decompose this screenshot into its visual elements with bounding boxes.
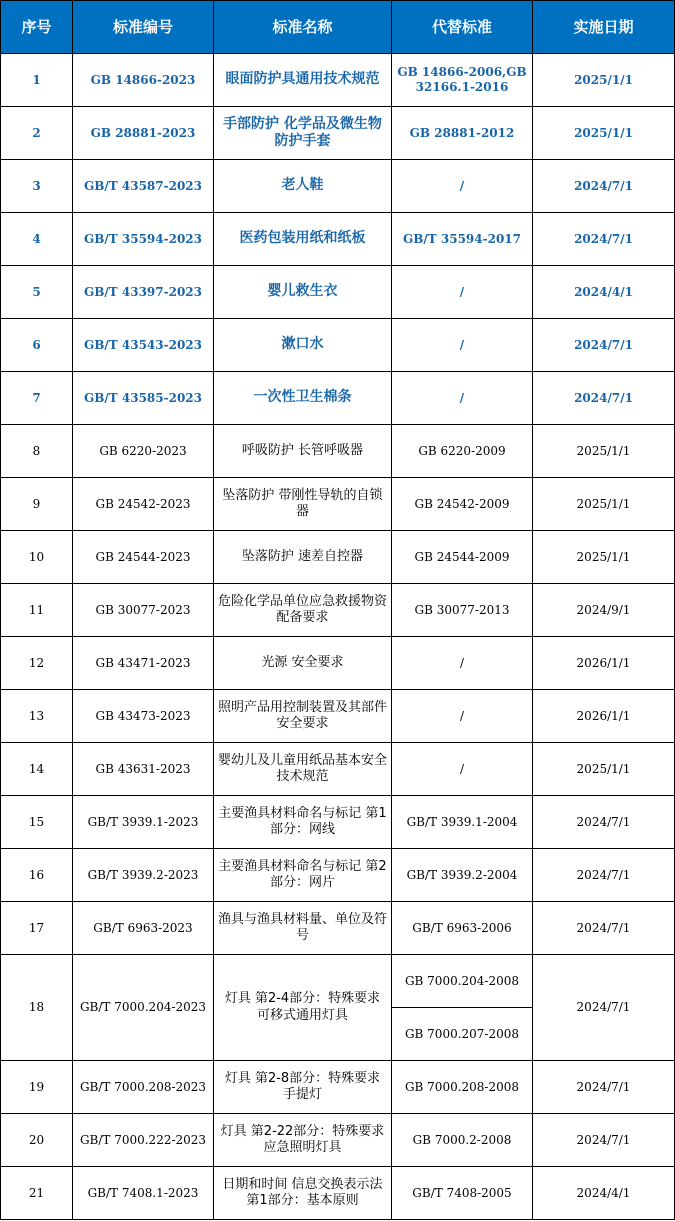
cell-name: 呼吸防护 长管呼吸器: [214, 425, 392, 478]
cell-code: GB/T 3939.2-2023: [73, 849, 214, 902]
cell-name: 灯具 第2-4部分：特殊要求 可移式通用灯具: [214, 955, 392, 1061]
cell-name: 漱口水: [214, 319, 392, 372]
cell-code: GB/T 3939.1-2023: [73, 796, 214, 849]
cell-name: 老人鞋: [214, 160, 392, 213]
cell-date: 2025/1/1: [533, 425, 675, 478]
cell-replaces: /: [392, 160, 533, 213]
cell-replaces-secondary: GB 7000.207-2008: [392, 1008, 533, 1061]
cell-replaces: /: [392, 266, 533, 319]
cell-replaces: GB/T 3939.1-2004: [392, 796, 533, 849]
cell-index: 2: [1, 107, 73, 160]
cell-date: 2024/7/1: [533, 902, 675, 955]
cell-code: GB 24542-2023: [73, 478, 214, 531]
cell-date: 2024/7/1: [533, 955, 675, 1061]
cell-name: 渔具与渔具材料量、单位及符号: [214, 902, 392, 955]
table-row: [1, 955, 675, 1008]
cell-date: 2024/4/1: [533, 266, 675, 319]
table-row: [1, 637, 675, 690]
header-index: 序号: [1, 1, 73, 54]
cell-index: 16: [1, 849, 73, 902]
cell-code: GB/T 6963-2023: [73, 902, 214, 955]
cell-replaces: GB 28881-2012: [392, 107, 533, 160]
cell-code: GB 43631-2023: [73, 743, 214, 796]
cell-replaces: GB 7000.204-2008: [392, 955, 533, 1008]
table-row: [1, 796, 675, 849]
cell-index: 6: [1, 319, 73, 372]
cell-code: GB/T 7000.222-2023: [73, 1114, 214, 1167]
cell-replaces: /: [392, 743, 533, 796]
table-row: [1, 107, 675, 160]
table-row: [1, 690, 675, 743]
cell-date: 2024/7/1: [533, 319, 675, 372]
cell-index: 19: [1, 1061, 73, 1114]
cell-index: 20: [1, 1114, 73, 1167]
cell-date: 2024/7/1: [533, 796, 675, 849]
table-row: [1, 584, 675, 637]
cell-replaces: GB 7000.2-2008: [392, 1114, 533, 1167]
cell-date: 2024/7/1: [533, 213, 675, 266]
cell-code: GB/T 43397-2023: [73, 266, 214, 319]
cell-code: GB 43473-2023: [73, 690, 214, 743]
cell-date: 2024/4/1: [533, 1167, 675, 1220]
header-date: 实施日期: [533, 1, 675, 54]
cell-index: 18: [1, 955, 73, 1061]
table-row: [1, 1114, 675, 1167]
cell-code: GB/T 35594-2023: [73, 213, 214, 266]
cell-name: 危险化学品单位应急救援物资配备要求: [214, 584, 392, 637]
cell-date: 2025/1/1: [533, 743, 675, 796]
cell-replaces: GB/T 7408-2005: [392, 1167, 533, 1220]
header-name: 标准名称: [214, 1, 392, 54]
cell-code: GB/T 43543-2023: [73, 319, 214, 372]
cell-name: 主要渔具材料命名与标记 第2部分：网片: [214, 849, 392, 902]
cell-name: 坠落防护 速差自控器: [214, 531, 392, 584]
cell-date: 2024/7/1: [533, 372, 675, 425]
cell-name: 主要渔具材料命名与标记 第1部分：网线: [214, 796, 392, 849]
cell-index: 15: [1, 796, 73, 849]
cell-index: 17: [1, 902, 73, 955]
cell-name: 婴儿救生衣: [214, 266, 392, 319]
cell-code: GB/T 43585-2023: [73, 372, 214, 425]
table-row: [1, 531, 675, 584]
table-row: [1, 319, 675, 372]
cell-index: 13: [1, 690, 73, 743]
table-row: [1, 266, 675, 319]
cell-name: 灯具 第2-22部分：特殊要求 应急照明灯具: [214, 1114, 392, 1167]
table-row: [1, 849, 675, 902]
cell-replaces: GB 30077-2013: [392, 584, 533, 637]
cell-name: 医药包装用纸和纸板: [214, 213, 392, 266]
cell-name: 坠落防护 带刚性导轨的自锁器: [214, 478, 392, 531]
cell-replaces: /: [392, 372, 533, 425]
table-row: [1, 478, 675, 531]
cell-replaces: GB/T 3939.2-2004: [392, 849, 533, 902]
cell-code: GB 6220-2023: [73, 425, 214, 478]
cell-index: 4: [1, 213, 73, 266]
cell-date: 2024/7/1: [533, 160, 675, 213]
cell-date: 2026/1/1: [533, 690, 675, 743]
cell-index: 21: [1, 1167, 73, 1220]
cell-name: 手部防护 化学品及微生物防护手套: [214, 107, 392, 160]
cell-code: GB/T 7408.1-2023: [73, 1167, 214, 1220]
cell-name: 一次性卫生棉条: [214, 372, 392, 425]
cell-index: 3: [1, 160, 73, 213]
cell-replaces: GB 7000.208-2008: [392, 1061, 533, 1114]
cell-index: 11: [1, 584, 73, 637]
cell-name: 照明产品用控制装置及其部件 安全要求: [214, 690, 392, 743]
cell-name: 光源 安全要求: [214, 637, 392, 690]
cell-date: 2024/7/1: [533, 1061, 675, 1114]
cell-replaces: GB 24542-2009: [392, 478, 533, 531]
cell-index: 5: [1, 266, 73, 319]
cell-code: GB 14866-2023: [73, 54, 214, 107]
cell-name: 婴幼儿及儿童用纸品基本安全技术规范: [214, 743, 392, 796]
cell-replaces: GB/T 6963-2006: [392, 902, 533, 955]
cell-index: 9: [1, 478, 73, 531]
cell-index: 10: [1, 531, 73, 584]
cell-code: GB/T 43587-2023: [73, 160, 214, 213]
cell-name: 灯具 第2-8部分：特殊要求 手提灯: [214, 1061, 392, 1114]
cell-index: 12: [1, 637, 73, 690]
cell-date: 2024/7/1: [533, 849, 675, 902]
cell-replaces: /: [392, 637, 533, 690]
table-row: [1, 425, 675, 478]
table-row: [1, 213, 675, 266]
table-row: [1, 1167, 675, 1220]
cell-code: GB 24544-2023: [73, 531, 214, 584]
cell-date: 2025/1/1: [533, 107, 675, 160]
table-row: [1, 902, 675, 955]
header-code: 标准编号: [73, 1, 214, 54]
cell-replaces: GB/T 35594-2017: [392, 213, 533, 266]
cell-replaces: GB 24544-2009: [392, 531, 533, 584]
table-row: [1, 372, 675, 425]
cell-index: 1: [1, 54, 73, 107]
cell-date: 2024/7/1: [533, 1114, 675, 1167]
cell-date: 2024/9/1: [533, 584, 675, 637]
table-header-row: [1, 1, 675, 54]
cell-date: 2026/1/1: [533, 637, 675, 690]
cell-index: 7: [1, 372, 73, 425]
cell-code: GB 30077-2023: [73, 584, 214, 637]
cell-name: 眼面防护具通用技术规范: [214, 54, 392, 107]
cell-date: 2025/1/1: [533, 54, 675, 107]
table-row: [1, 160, 675, 213]
cell-replaces: /: [392, 690, 533, 743]
cell-code: GB/T 7000.204-2023: [73, 955, 214, 1061]
cell-date: 2025/1/1: [533, 531, 675, 584]
cell-replaces: GB 6220-2009: [392, 425, 533, 478]
cell-name: 日期和时间 信息交换表示法 第1部分：基本原则: [214, 1167, 392, 1220]
table-row: [1, 1061, 675, 1114]
header-replaces: 代替标准: [392, 1, 533, 54]
cell-code: GB 28881-2023: [73, 107, 214, 160]
cell-index: 14: [1, 743, 73, 796]
table-row: [1, 54, 675, 107]
cell-index: 8: [1, 425, 73, 478]
cell-code: GB 43471-2023: [73, 637, 214, 690]
table-row: [1, 743, 675, 796]
cell-date: 2025/1/1: [533, 478, 675, 531]
cell-code: GB/T 7000.208-2023: [73, 1061, 214, 1114]
cell-replaces: /: [392, 319, 533, 372]
cell-replaces: GB 14866-2006,GB 32166.1-2016: [392, 54, 533, 107]
